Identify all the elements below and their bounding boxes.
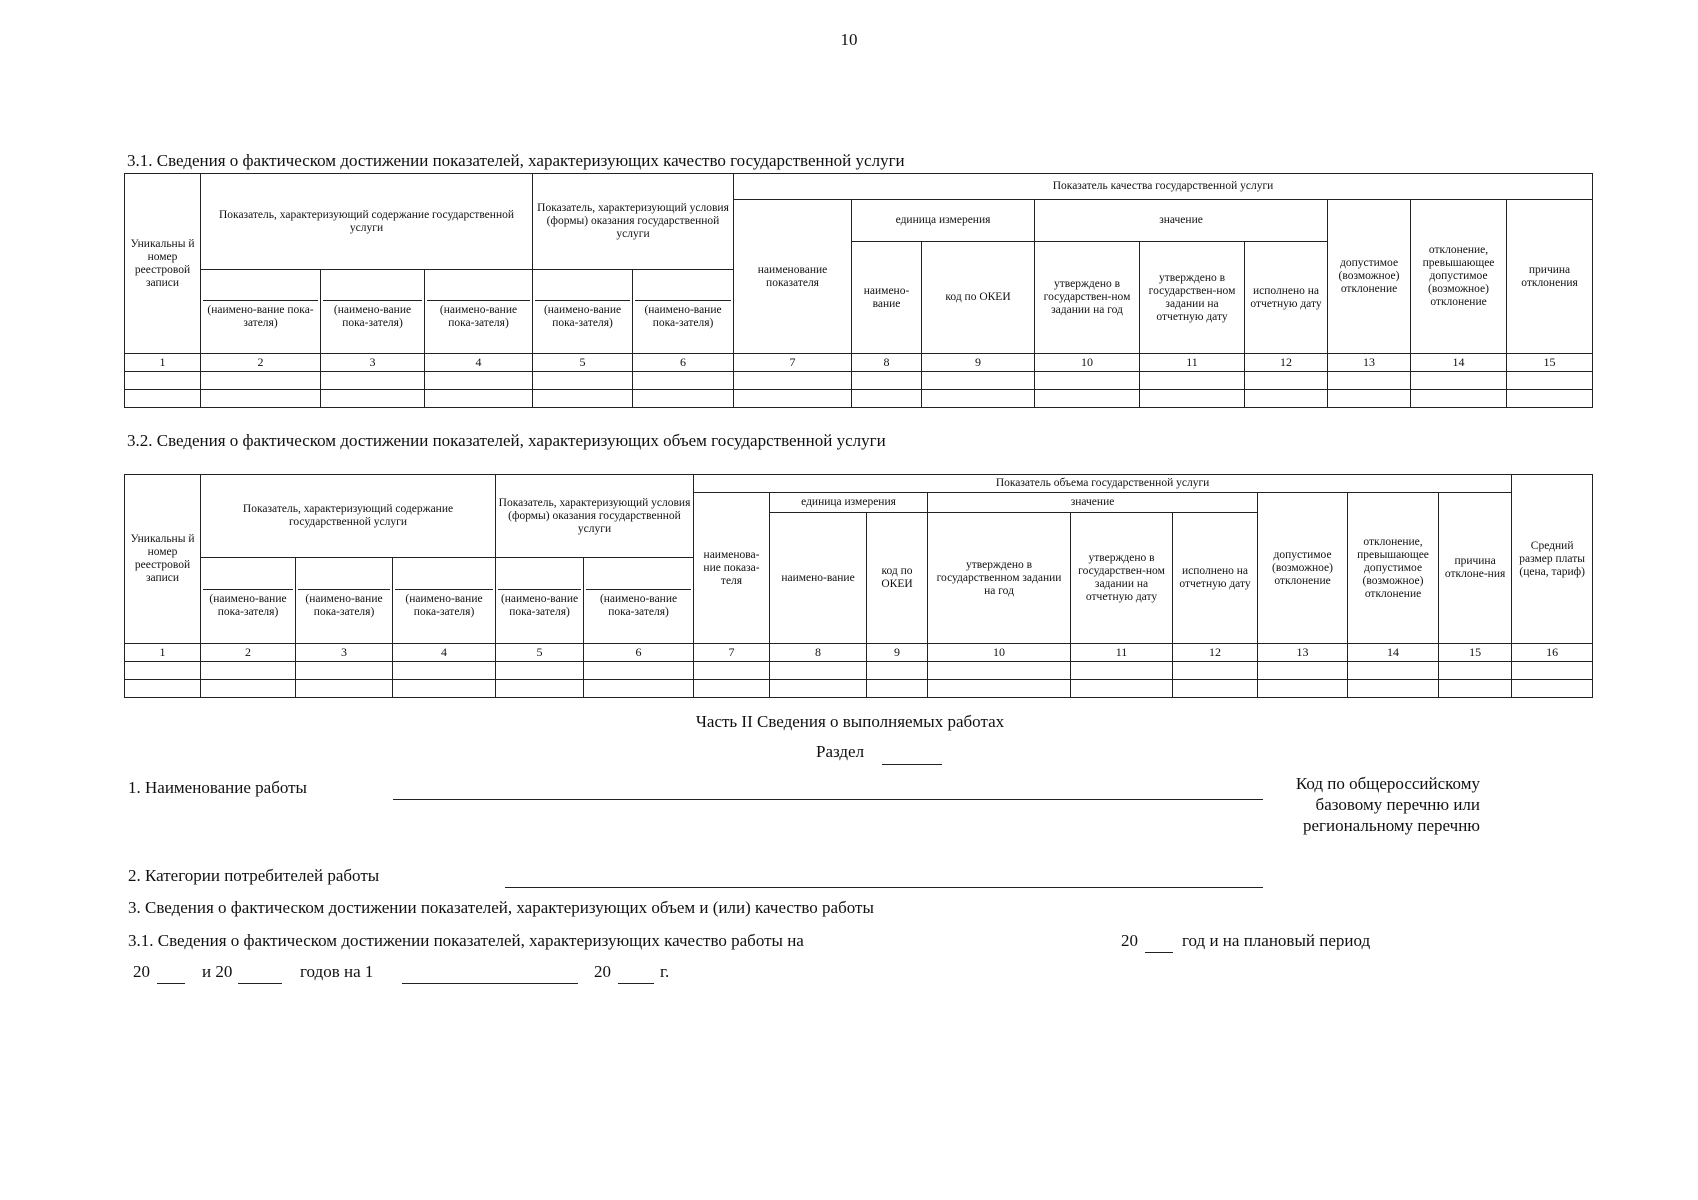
code-label-line-1: Код по общероссийскому (1295, 774, 1480, 793)
unit-name-header: наимено-вание (770, 513, 867, 644)
year-suffix: г. (660, 962, 670, 981)
sub-indicator-name: (наимено-вание пока-зателя) (296, 558, 393, 644)
value-header: значение (1035, 200, 1328, 242)
deviation-reason-header: причина отклонения (1507, 200, 1593, 354)
okei-code-header: код по ОКЕИ (867, 513, 928, 644)
page-number: 10 (840, 30, 858, 49)
year-field[interactable] (1145, 952, 1173, 953)
column-number: 15 (1507, 354, 1593, 372)
column-number: 14 (1348, 644, 1439, 662)
indicator-name-header: наименование показателя (734, 200, 852, 354)
item-3-text: 3. Сведения о фактическом достижении показателей, характеризующих объем и (или) качество работы (128, 898, 874, 917)
year-3-field[interactable] (618, 983, 654, 984)
column-number: 5 (496, 644, 584, 662)
column-number: 9 (922, 354, 1035, 372)
date-field[interactable] (402, 983, 578, 984)
approved-date-header: утверждено в государствен-ном задании на отчетную дату (1071, 513, 1173, 644)
plan-period-text: год и на плановый период (1182, 931, 1371, 950)
sub-indicator-name: (наимено-вание пока-зателя) (321, 270, 425, 354)
column-number: 16 (1512, 644, 1593, 662)
col-unique-number-header: Уникальны й номер реестровой записи (125, 475, 201, 644)
executed-header: исполнено на отчетную дату (1173, 513, 1258, 644)
exceeding-deviation-header: отклонение, превышающее допустимое (возможное) отклонение (1411, 200, 1507, 354)
unit-header: единица измерения (852, 200, 1035, 242)
value-header: значение (928, 493, 1258, 513)
column-number: 7 (734, 354, 852, 372)
column-number: 4 (393, 644, 496, 662)
deviation-reason-header: причина отклоне-ния (1439, 493, 1512, 644)
column-number: 3 (321, 354, 425, 372)
years-on-text: годов на 1 (300, 962, 374, 981)
volume-indicator-header: Показатель объема государственной услуги (694, 475, 1512, 493)
column-number: 8 (770, 644, 867, 662)
sub-indicator-name: (наимено-вание пока-зателя) (201, 558, 296, 644)
table-row (125, 662, 1593, 680)
consumers-field[interactable] (505, 887, 1263, 888)
year-prefix: 20 (1121, 931, 1138, 950)
section-number-field[interactable] (882, 764, 942, 765)
approved-year-header: утверждено в государственном задании на год (928, 513, 1071, 644)
year-1-field[interactable] (157, 983, 185, 984)
sub-indicator-name: (наимено-вание пока-зателя) (201, 270, 321, 354)
sub-indicator-name: (наимено-вание пока-зателя) (533, 270, 633, 354)
column-number: 12 (1173, 644, 1258, 662)
column-numbers-row (125, 354, 1593, 372)
code-label-line-3: региональному перечню (1302, 816, 1480, 835)
consumers-label: 2. Категории потребителей работы (128, 866, 380, 885)
column-number: 10 (1035, 354, 1140, 372)
conditions-indicator-header: Показатель, характеризующий условия (формы) оказания государственной услуги (533, 174, 734, 270)
quality-indicator-header: Показатель качества государственной услуги (734, 174, 1593, 200)
content-indicator-header: Показатель, характеризующий содержание государственной услуги (201, 174, 533, 270)
col-unique-number-header: Уникальны й номер реестровой записи (125, 174, 201, 354)
executed-header: исполнено на отчетную дату (1245, 242, 1328, 354)
indicator-name-header: наименова-ние показа-теля (694, 493, 770, 644)
column-number: 13 (1328, 354, 1411, 372)
and-20-text: и 20 (202, 962, 233, 981)
year-3-prefix: 20 (594, 962, 611, 981)
column-number: 15 (1439, 644, 1512, 662)
item-3-1-text: 3.1. Сведения о фактическом достижении показателей, характеризующих качество работы на (128, 931, 804, 950)
column-number: 12 (1245, 354, 1328, 372)
column-number: 7 (694, 644, 770, 662)
section-3-1-title: 3.1. Сведения о фактическом достижении показателей, характеризующих качество государственной услуги (127, 151, 905, 170)
column-number: 2 (201, 354, 321, 372)
work-name-field[interactable] (393, 799, 1263, 800)
sub-indicator-name: (наимено-вание пока-зателя) (496, 558, 584, 644)
column-number: 2 (201, 644, 296, 662)
volume-indicators-table (124, 474, 1593, 698)
code-label-line-2: базовому перечню или (1315, 795, 1480, 814)
approved-date-header: утверждено в государствен-ном задании на отчетную дату (1140, 242, 1245, 354)
column-number: 5 (533, 354, 633, 372)
column-number: 13 (1258, 644, 1348, 662)
allowed-deviation-header: допустимое (возможное) отклонение (1328, 200, 1411, 354)
average-fee-header: Средний размер платы (цена, тариф) (1512, 475, 1593, 644)
year-2-field[interactable] (238, 983, 282, 984)
column-numbers-row (125, 644, 1593, 662)
column-number: 6 (633, 354, 734, 372)
column-number: 4 (425, 354, 533, 372)
column-number: 14 (1411, 354, 1507, 372)
column-number: 11 (1071, 644, 1173, 662)
column-number: 8 (852, 354, 922, 372)
sub-indicator-name: (наимено-вание пока-зателя) (584, 558, 694, 644)
unit-header: единица измерения (770, 493, 928, 513)
exceeding-deviation-header: отклонение, превышающее допустимое (возможное) отклонение (1348, 493, 1439, 644)
table-row (125, 680, 1593, 698)
column-number: 11 (1140, 354, 1245, 372)
table-row (125, 372, 1593, 390)
unit-name-header: наимено-вание (852, 242, 922, 354)
table-row (125, 390, 1593, 408)
column-number: 9 (867, 644, 928, 662)
allowed-deviation-header: допустимое (возможное) отклонение (1258, 493, 1348, 644)
approved-year-header: утверждено в государствен-ном задании на год (1035, 242, 1140, 354)
column-number: 1 (125, 644, 201, 662)
content-indicator-header: Показатель, характеризующий содержание государственной услуги (201, 475, 496, 558)
year-1-prefix: 20 (133, 962, 150, 981)
sub-indicator-name: (наимено-вание пока-зателя) (425, 270, 533, 354)
column-number: 3 (296, 644, 393, 662)
section-label: Раздел (816, 742, 865, 761)
section-3-2-title: 3.2. Сведения о фактическом достижении показателей, характеризующих объем государственной услуги (127, 431, 886, 450)
work-name-label: 1. Наименование работы (128, 778, 307, 797)
conditions-indicator-header: Показатель, характеризующий условия (формы) оказания государственной услуги (496, 475, 694, 558)
sub-indicator-name: (наимено-вание пока-зателя) (633, 270, 734, 354)
quality-indicators-table (124, 173, 1593, 408)
part-2-title: Часть II Сведения о выполняемых работах (695, 712, 1005, 731)
sub-indicator-name: (наимено-вание пока-зателя) (393, 558, 496, 644)
column-number: 10 (928, 644, 1071, 662)
column-number: 1 (125, 354, 201, 372)
column-number: 6 (584, 644, 694, 662)
okei-code-header: код по ОКЕИ (922, 242, 1035, 354)
